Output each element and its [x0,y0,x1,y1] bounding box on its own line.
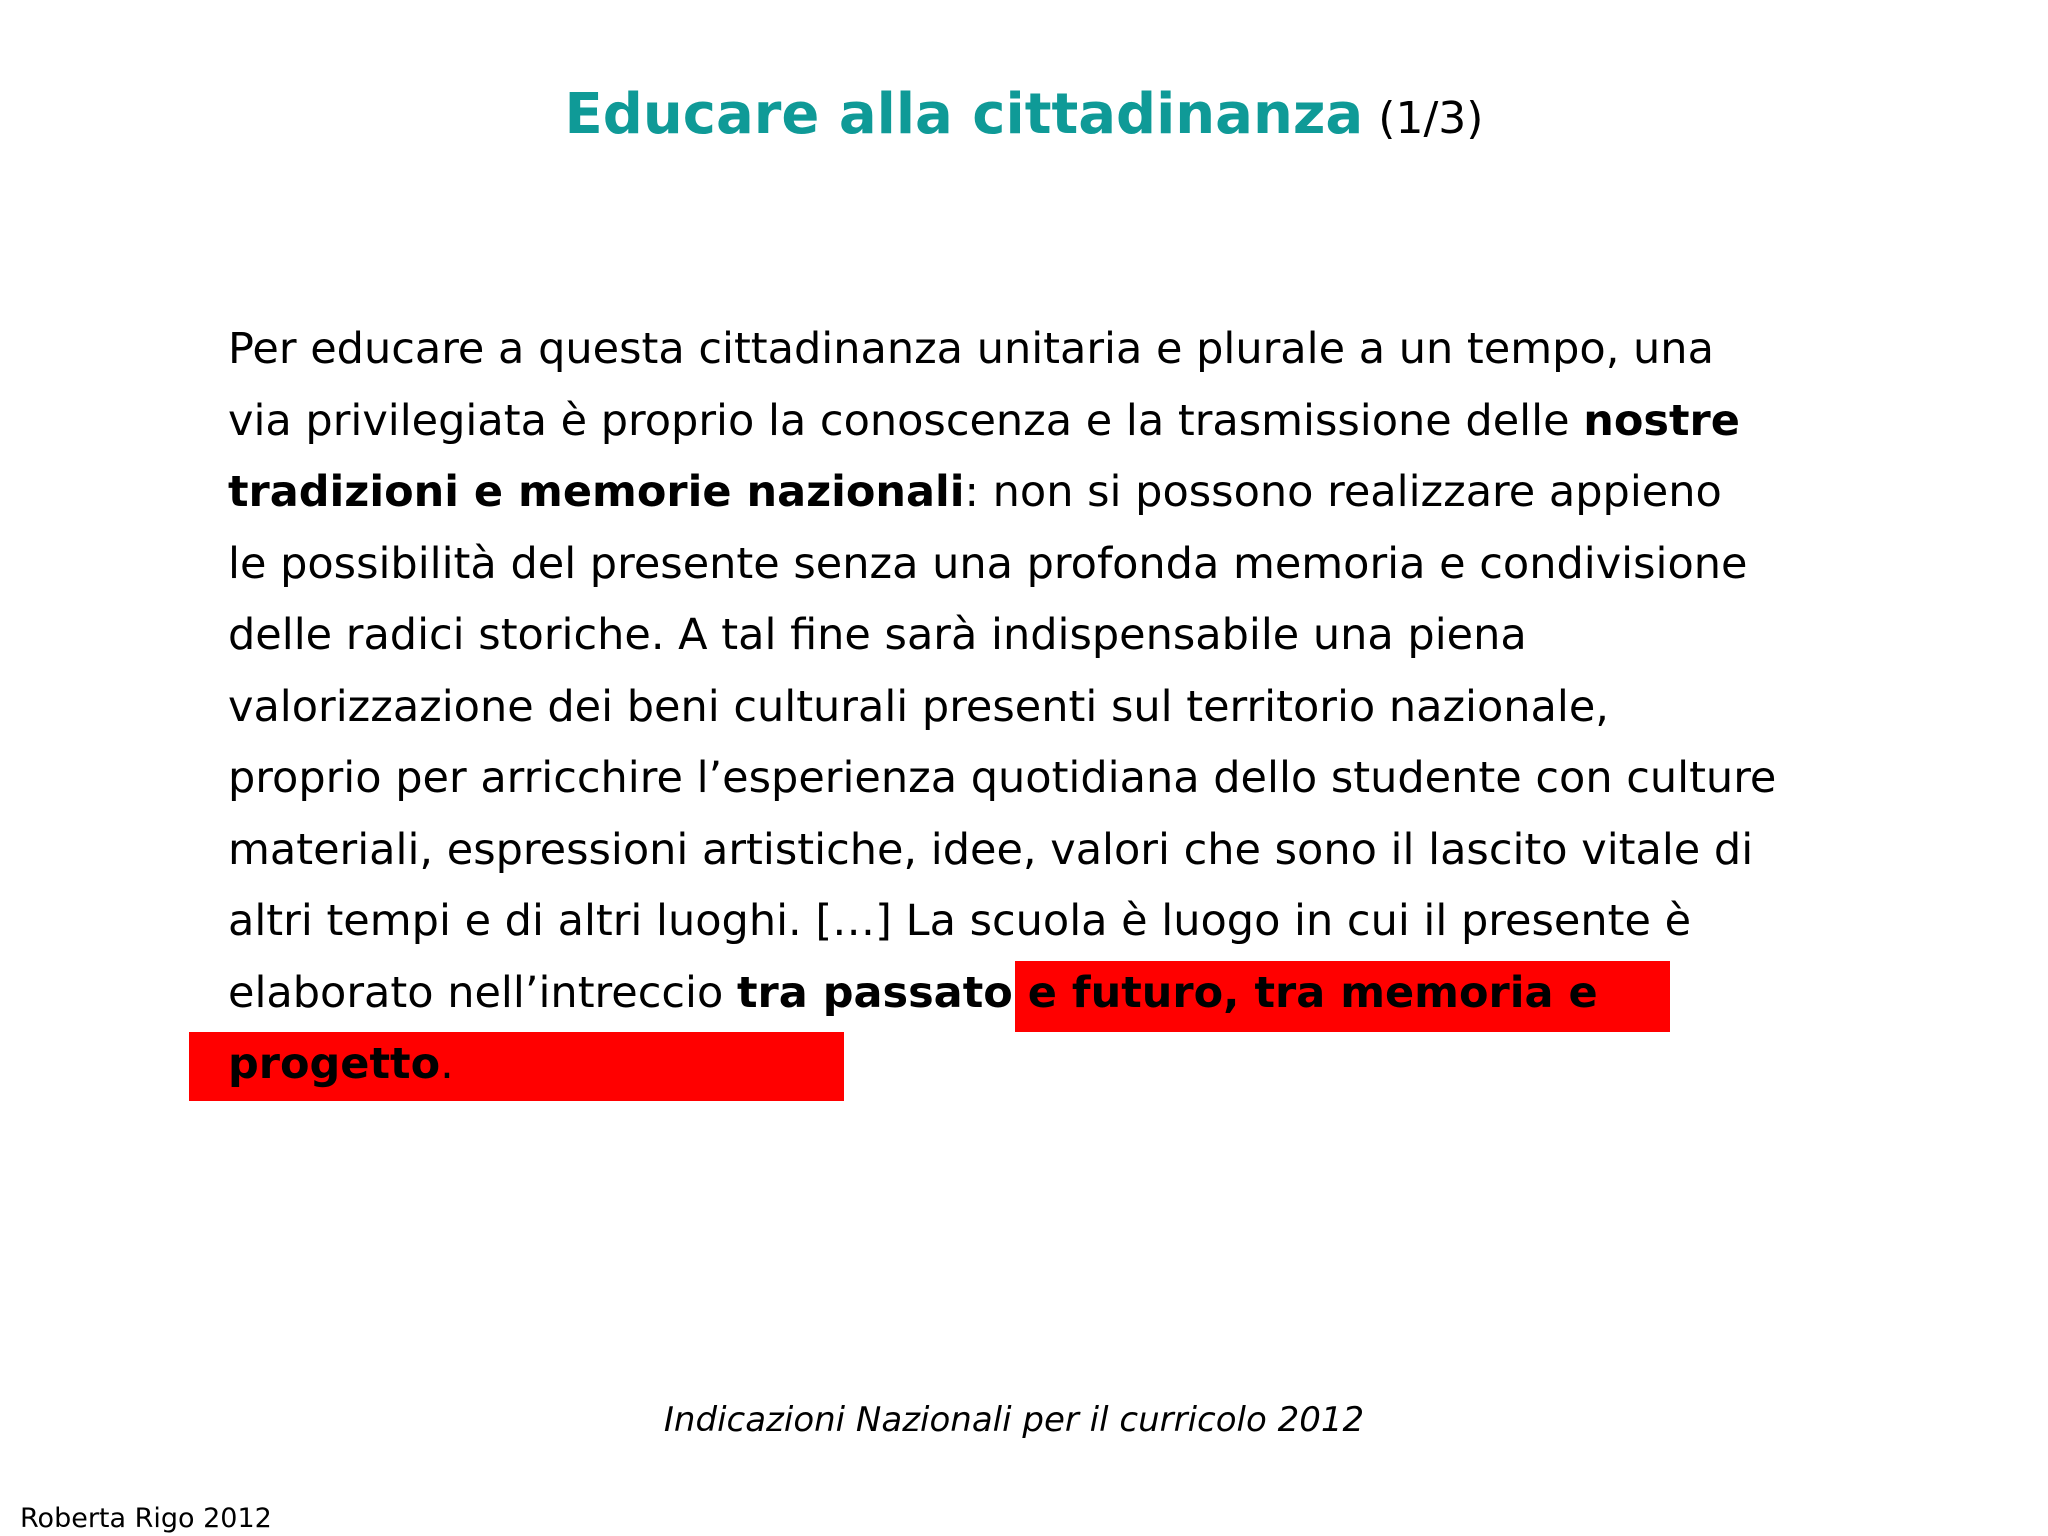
text-line: via privilegiata è proprio la conoscenza e la trasmissione delle nostre [228,395,1740,446]
text-line: progetto. [228,1039,454,1089]
text-line: elaborato nell’intreccio tra passato e futuro, tra memoria e [228,967,1598,1018]
slide-title [0,82,2048,147]
text-line: Per educare a questa cittadinanza unitaria e plurale a un tempo, una [228,324,1714,374]
quote-paragraph [228,314,1888,1101]
text-line: materiali, espressioni artistiche, idee, valori che sono il lascito vitale di [228,824,1754,875]
bold-phrase: tra passato e futuro, tra memoria e [736,967,1598,1018]
text-line: proprio per arricchire l’esperienza quotidiana dello studente con culture [228,753,1777,803]
text-line: tradizioni e memorie nazionali: non si possono realizzare appieno [228,467,1722,517]
text-line: valorizzazione dei beni culturali presenti sul territorio nazionale, [228,681,1609,732]
bold-phrase: nostre [1583,395,1740,446]
text-line: le possibilità del presente senza una profonda memoria e condivisione [228,538,1748,589]
slide-title-main: Educare alla cittadinanza [564,82,1364,147]
text-line: altri tempi e di altri luoghi. […] La scuola è luogo in cui il presente è [228,896,1692,946]
bold-phrase: progetto [228,1039,441,1089]
source-citation: Indicazioni Nazionali per il curricolo 2012 [663,1400,1365,1440]
text-line: delle radici storiche. A tal fine sarà indispensabile una piena [228,610,1527,660]
author-footer: Roberta Rigo 2012 [20,1503,272,1534]
bold-phrase: tradizioni e memorie nazionali [228,467,965,517]
slide-counter: (1/3) [1378,93,1484,144]
